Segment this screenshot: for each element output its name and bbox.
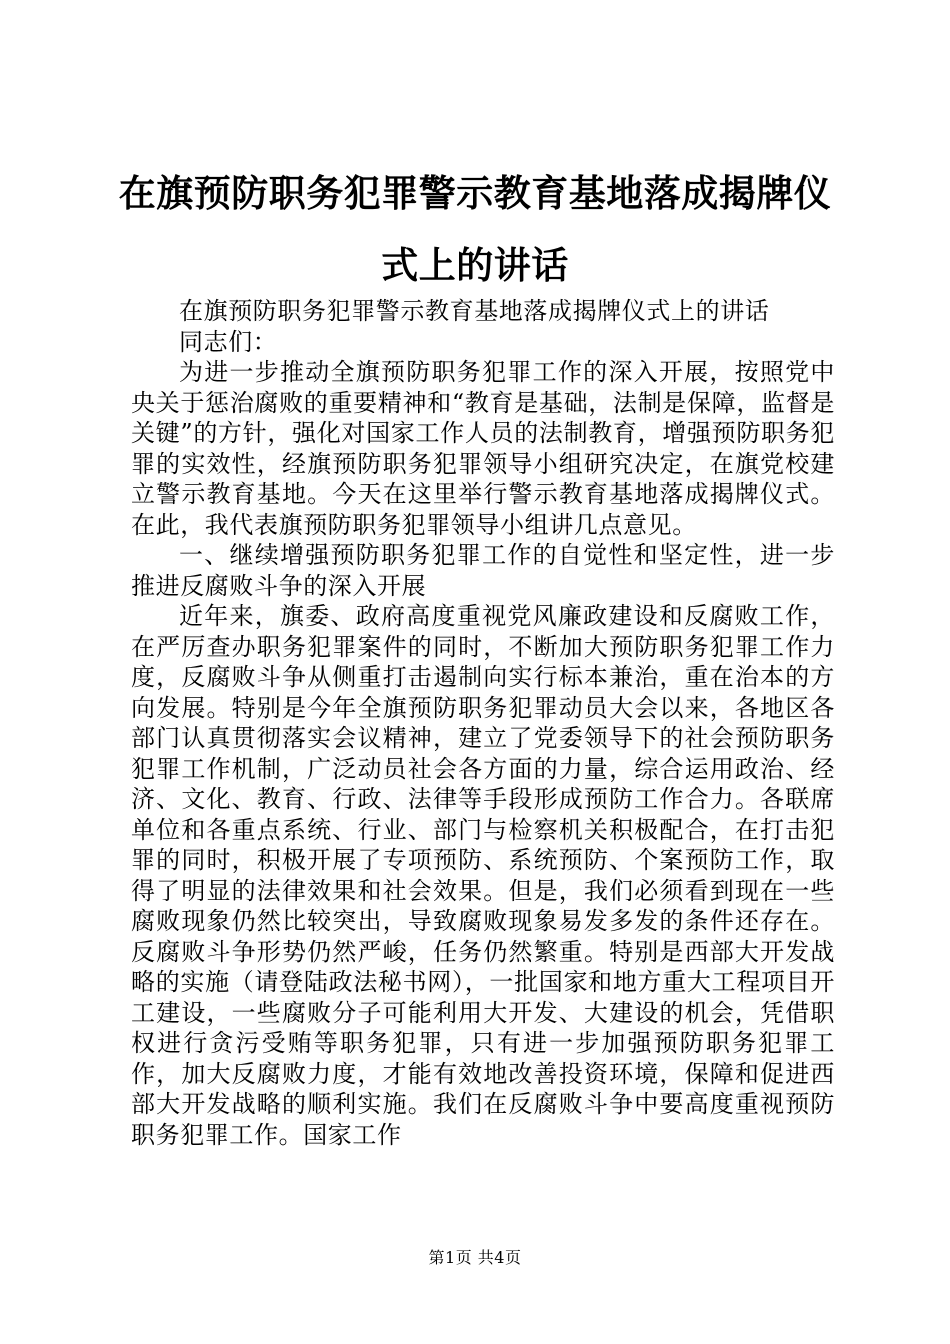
repeated-title-line: 在旗预防职务犯罪警示教育基地落成揭牌仪式上的讲话 <box>179 297 770 325</box>
page-footer: 第1页 共4页 <box>428 1248 522 1267</box>
document-title: 在旗预防职务犯罪警示教育基地落成揭牌仪式上的讲话 <box>118 172 832 287</box>
salutation: 同志们： <box>179 327 278 356</box>
paragraph-intro: 为进一步推动全旗预防职务犯罪工作的深入开展，按照党中央关于惩治腐败的重要精神和“教育是基础，法制是保障，监督是关键”的方针，强化对国家工作人员的法制教育，增强预防职务犯罪的实效性，经旗预防职务犯罪领导小组研究决定，在旗党校建立警示教育基地。今天在这里举行警示教育基地落成揭牌仪式。在此，我代表旗预防职务犯罪领导小组讲几点意见。 <box>131 358 835 539</box>
section-heading-1: 一、继续增强预防职务犯罪工作的自觉性和坚定性，进一步推进反腐败斗争的深入开展 <box>131 541 835 600</box>
paragraph-section-1: 近年来，旗委、政府高度重视党风廉政建设和反腐败工作，在严厉查办职务犯罪案件的同时，不断加大预防职务犯罪工作力度，反腐败斗争从侧重打击遏制向实行标本兼治，重在治本的方向发展。特别是今年全旗预防职务犯罪动员大会以来，各地区各部门认真贯彻落实会议精神，建立了党委领导下的社会预防职务犯罪工作机制，广泛动员社会各方面的力量，综合运用政治、经济、文化、教育、行政、法律等手段形成预防工作合力。各联席单位和各重点系统、行业、部门与检察机关积极配合，在打击犯罪的同时，积极开展了专项预防、系统预防、个案预防工作，取得了明显的法律效果和社会效果。但是，我们必须看到现在一些腐败现象仍然比较突出，导致腐败现象易发多发的条件还存在。反腐败斗争形势仍然严峻，任务仍然繁重。特别是西部大开发战略的实施（请登陆政法秘书网），一批国家和地方重大工程项目开工建设，一些腐败分子可能利用大开发、大建设的机会，凭借职权进行贪污受贿等职务犯罪，只有进一步加强预防职务犯罪工作，加大反腐败力度，才能有效地改善投资环境，保障和促进西部大开发战略的顺利实施。我们在反腐败斗争中要高度重视预防职务犯罪工作。国家工作 <box>131 602 835 1149</box>
document-body <box>131 296 835 1150</box>
